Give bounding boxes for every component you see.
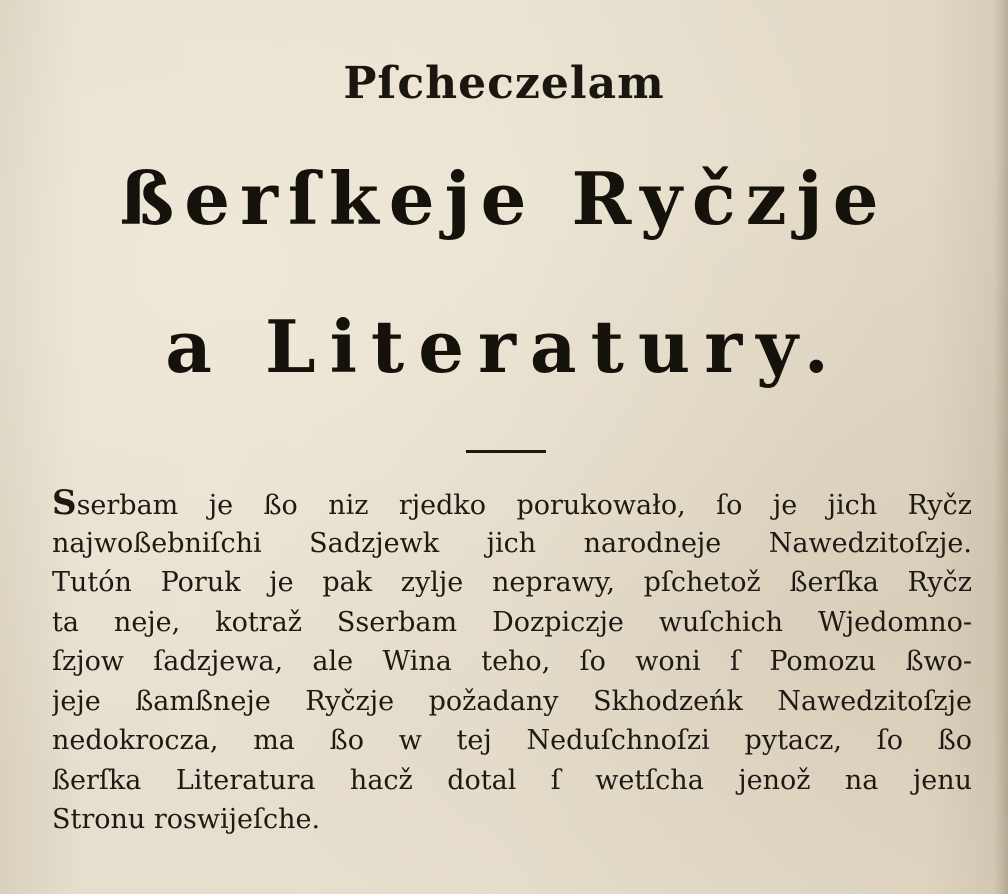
body-line-8: ßerſka Literatura hacž dotal ſ wetſcha jenož na jenu [52, 764, 972, 796]
page-edge-shadow [994, 0, 1008, 894]
body-line-1-text: serbam je ßo niz rjedko porukowało, ſo je jich Ryčz [76, 490, 972, 521]
body-line-4: ta neje, kotraž Sserbam Dozpiczje wuſchich Wjedomno- [52, 606, 972, 638]
body-line-9: Stronu roswijeſche. [52, 804, 321, 835]
body-line-6: jeje ßamßneje Ryčzje požadany Skhodzeńk Nawedzitoſzje [52, 685, 972, 717]
body-line-5: ſzjow ſadzjewa, ale Wina teho, ſo woni ſ Pomozu ßwo- [52, 646, 972, 677]
body-line-2: najwoßebniſchi Sadzjewk jich narodneje Nawedzitoſzje. [52, 527, 972, 559]
title-divider [466, 450, 546, 453]
heading-line-3: a Literatury. [165, 304, 843, 389]
body-paragraph [52, 484, 972, 840]
drop-cap: S [52, 484, 77, 523]
body-line-7: nedokrocza, ma ßo w tej Neduſchnoſzi pytacz, ſo ßo [52, 725, 972, 756]
body-line-1 [52, 484, 972, 524]
heading-line-2: ßerſkeje Ryčzje [119, 156, 889, 241]
heading-line-1: Pſcheczelam [343, 58, 665, 109]
body-line-3: Tutón Poruk je pak zylje neprawy, pſchetož ßerſka Ryčz [52, 567, 972, 598]
